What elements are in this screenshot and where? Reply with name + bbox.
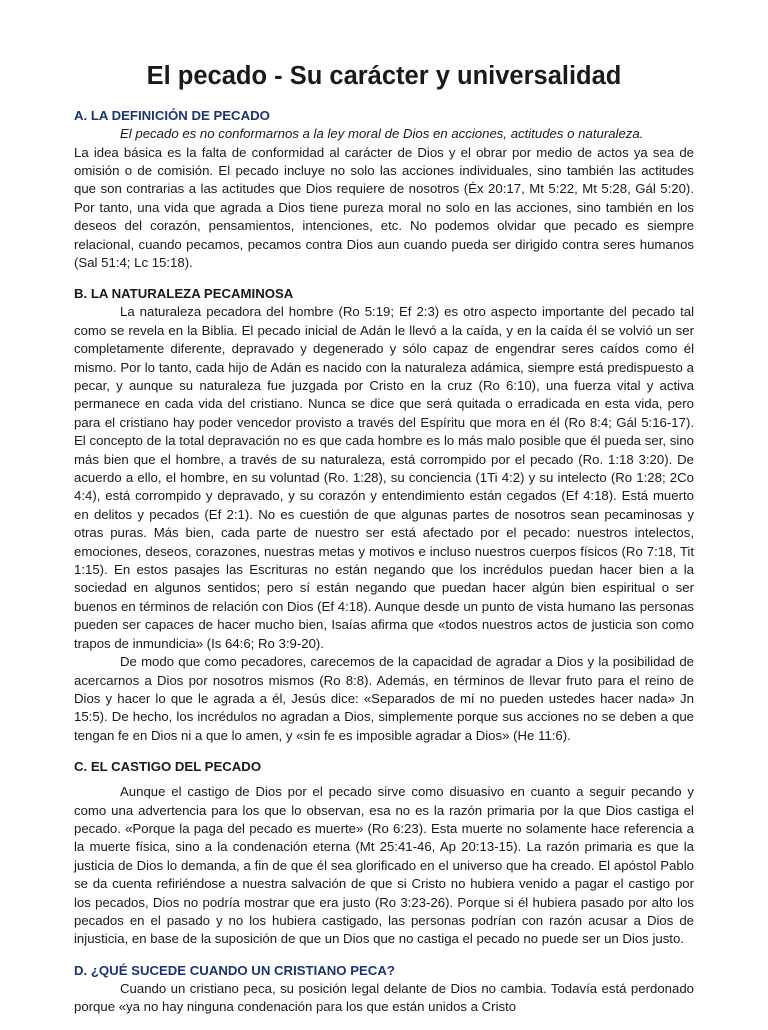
section-punishment: [74, 758, 694, 949]
paragraph: De modo que como pecadores, carecemos de la capacidad de agradar a Dios y la posibilidad de acercarnos a Dios por nosotros mismos (Ro 8:8). Además, en términos de llevar fruto para el reino de Dios y hacer lo que le agrada a él, Jesús dice: «Separados de mí no pueden ustedes hacer nada» Jn 15:5). De hecho, los incrédulos no agradan a Dios, simplemente porque sus acciones no se deben a que tengan fe en Dios ni a que lo amen, y «sin fe es imposible agradar a Dios» (He 11:6).: [74, 654, 694, 743]
section-sinful-nature: [74, 285, 694, 745]
paragraph: Cuando un cristiano peca, su posición legal delante de Dios no cambia. Todavía está perdonado porque «ya no hay ninguna condenación para los que están unidos a Cristo: [74, 980, 694, 1015]
document-title: El pecado - Su carácter y universalidad: [146, 62, 622, 90]
paragraph: La naturaleza pecadora del hombre (Ro 5:19; Ef 2:3) es otro aspecto importante del pecado tal como se revela en la Biblia. El pecado inicial de Adán le llevó a la caída, y en la caída él se volvió un ser completamente diferente, depravado y degenerado y sólo capaz de engendrar seres caídos como él mismo. Por lo tanto, cada hijo de Adán es nacido con la naturaleza adámica, siempre está predispuesto a pecar, y aunque su naturaleza fue juzgada por Cristo en la cruz (Ro 6:10), una fuerza vital y activa permanece en cada vida del cristiano. Nunca se dice que será quitada o erradicada en esta vida, pero para el cristiano hay poder vencedor provisto a través del Espíritu que mora en él (Ro 8:4; Gál 5:16-17). El concepto de la total depravación no es que cada hombre es lo más malo posible que él pueda ser, sino más bien que el hombre, a través de su naturaleza, está corrompido por el pecado (Ro. 1:18 3:20). De acuerdo a ello, el hombre, en su voluntad (Ro. 1:28), su conciencia (1Ti 4:2) y su intelecto (Ro 1:28; 2Co 4:4), está corrompido y depravado, y su corazón y entendimiento están cegados (Ef 4:18). Está muerto en delitos y pecados (Ef 2:1). No es cuestión de que algunas partes de nosotros sean pecaminosas y otras puras. Más bien, cada parte de nuestro ser está afectado por el pecado: nuestros intelectos, emociones, deseos, corazones, nuestras metas y motivos e incluso nuestros cuerpos físicos (Ro 7:18, Tit 1:15). En estos pasajes las Escrituras no están negando que los incrédulos puedan hacer bien a la sociedad en algunos sentidos; pero sí están negando que puedan hacer algún bien espiritual o ser buenos en términos de relación con Dios (Ef 4:18). Aunque desde un punto de vista humano las personas pueden ser capaces de hacer mucho bien, Isaías afirma que «todos nuestros actos de justicia son como trapos de inmundicia» (Is 64:6; Ro 3:9-20).: [74, 304, 694, 651]
section-christian-sins: [74, 962, 694, 1017]
section-heading: A. LA DEFINICIÓN DE PECADO: [74, 108, 270, 124]
paragraph: Aunque el castigo de Dios por el pecado sirve como disuasivo en cuanto a seguir pecando y como una advertencia para los que lo observan, esa no es la razón primaria por la que Dios castiga el pecado. «Porque la paga del pecado es muerte» (Ro 6:23). Esta muerte no solamente hace referencia a la muerte física, sino a la condenación eterna (Mt 25:41-46, Ap 20:13-15). La razón primaria es que la justicia de Dios lo demanda, a fin de que él sea glorificado en el universo que ha creado. El apóstol Pablo se da cuenta refiriéndose a nuestra salvación de que si Cristo no hubiera venido a pagar el castigo por los pecados, Dios no podría mostrar que era justo (Ro 3:23-26). Porque si él hubiera pasado por alto los pecados en el pasado y no los hubiera castigado, las personas podrían con razón acusar a Dios de injusticia, en base de la suposición de que un Dios que no castiga el pecado no puede ser un Dios justo.: [74, 784, 694, 947]
document-page: [74, 60, 694, 1030]
section-heading: C. EL CASTIGO DEL PECADO: [74, 759, 262, 775]
section-definition: [74, 107, 694, 272]
section-heading: D. ¿QUÉ SUCEDE CUANDO UN CRISTIANO PECA?: [74, 962, 395, 978]
section-heading: B. LA NATURALEZA PECAMINOSA: [74, 286, 294, 302]
paragraph: La idea básica es la falta de conformidad al carácter de Dios y el obrar por medio de actos ya sea de omisión o de comisión. El pecado incluye no solo las acciones individuales, sino también las actitudes que son contrarias a las actitudes que Dios requiere de nosotros (Éx 20:17, Mt 5:22, Mt 5:28, Gál 5:20). Por tanto, una vida que agrada a Dios tiene pureza moral no solo en las acciones, sino también en los deseos del corazón, pensamientos, intenciones, etc. No podemos olvidar que pecado es siempre relacional, cuando pecamos, pecamos contra Dios aun cuando pueda ser dirigido contra seres humanos (Sal 51:4; Lc 15:18).: [74, 144, 694, 270]
definition-statement: El pecado es no conformarnos a la ley moral de Dios en acciones, actitudes o naturaleza.: [120, 126, 644, 142]
